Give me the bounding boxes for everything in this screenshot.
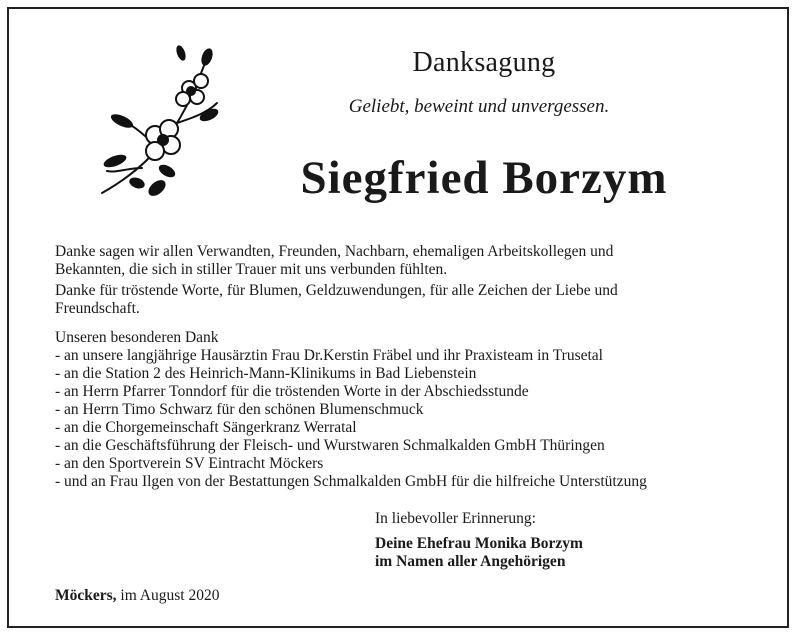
- deceased-name: Siegfried Borzym: [300, 152, 668, 204]
- place: Möckers,: [55, 587, 117, 604]
- paragraph-line: Bekannten, die sich in stiller Trauer mit uns verbunden fühlten.: [55, 261, 448, 278]
- signature: [375, 535, 583, 571]
- list-item: - an die Geschäftsführung der Fleisch- und Wurstwaren Schmalkalden GmbH Thüringen: [55, 437, 605, 454]
- notice-frame: [7, 7, 789, 628]
- special-thanks-list: [55, 329, 775, 491]
- list-item: - an den Sportverein SV Eintracht Möckers: [55, 455, 324, 472]
- paragraph-line: Freundschaft.: [55, 300, 140, 317]
- paragraph-line: Danke für tröstende Worte, für Blumen, Geldzuwendungen, für alle Zeichen der Liebe und: [55, 282, 618, 299]
- place-date: [55, 587, 219, 605]
- list-item: - an Herrn Pfarrer Tonndorf für die tröstenden Worte in der Abschiedsstunde: [55, 383, 529, 400]
- list-item: - an Herrn Timo Schwarz für den schönen Blumenschmuck: [55, 401, 424, 418]
- signature-line: Deine Ehefrau Monika Borzym: [375, 535, 583, 552]
- closing-line: In liebevoller Erinnerung:: [375, 510, 536, 527]
- list-item: - an die Chorgemeinschaft Sängerkranz Werratal: [55, 419, 357, 436]
- flower-branch-icon: [97, 43, 227, 203]
- notice-subheading: Geliebt, beweint und unvergessen.: [348, 96, 610, 117]
- list-item: - an die Station 2 des Heinrich-Mann-Klinikums in Bad Liebenstein: [55, 365, 477, 382]
- paragraph-line: Danke sagen wir allen Verwandten, Freunden, Nachbarn, ehemaligen Arbeitskollegen und: [55, 243, 614, 260]
- list-item: - an unsere langjährige Hausärztin Frau Dr.Kerstin Fräbel und ihr Praxisteam in Trusetal: [55, 347, 603, 364]
- thanks-paragraph-2: [55, 282, 775, 318]
- list-item: - und an Frau Ilgen von der Bestattungen Schmalkalden GmbH für die hilfreiche Unterstützung: [55, 473, 647, 490]
- notice-heading: Danksagung: [412, 47, 556, 78]
- special-thanks-intro: Unseren besonderen Dank: [55, 329, 219, 346]
- signature-line: im Namen aller Angehörigen: [375, 553, 566, 570]
- thanks-paragraph-1: [55, 243, 775, 279]
- date: im August 2020: [120, 587, 220, 604]
